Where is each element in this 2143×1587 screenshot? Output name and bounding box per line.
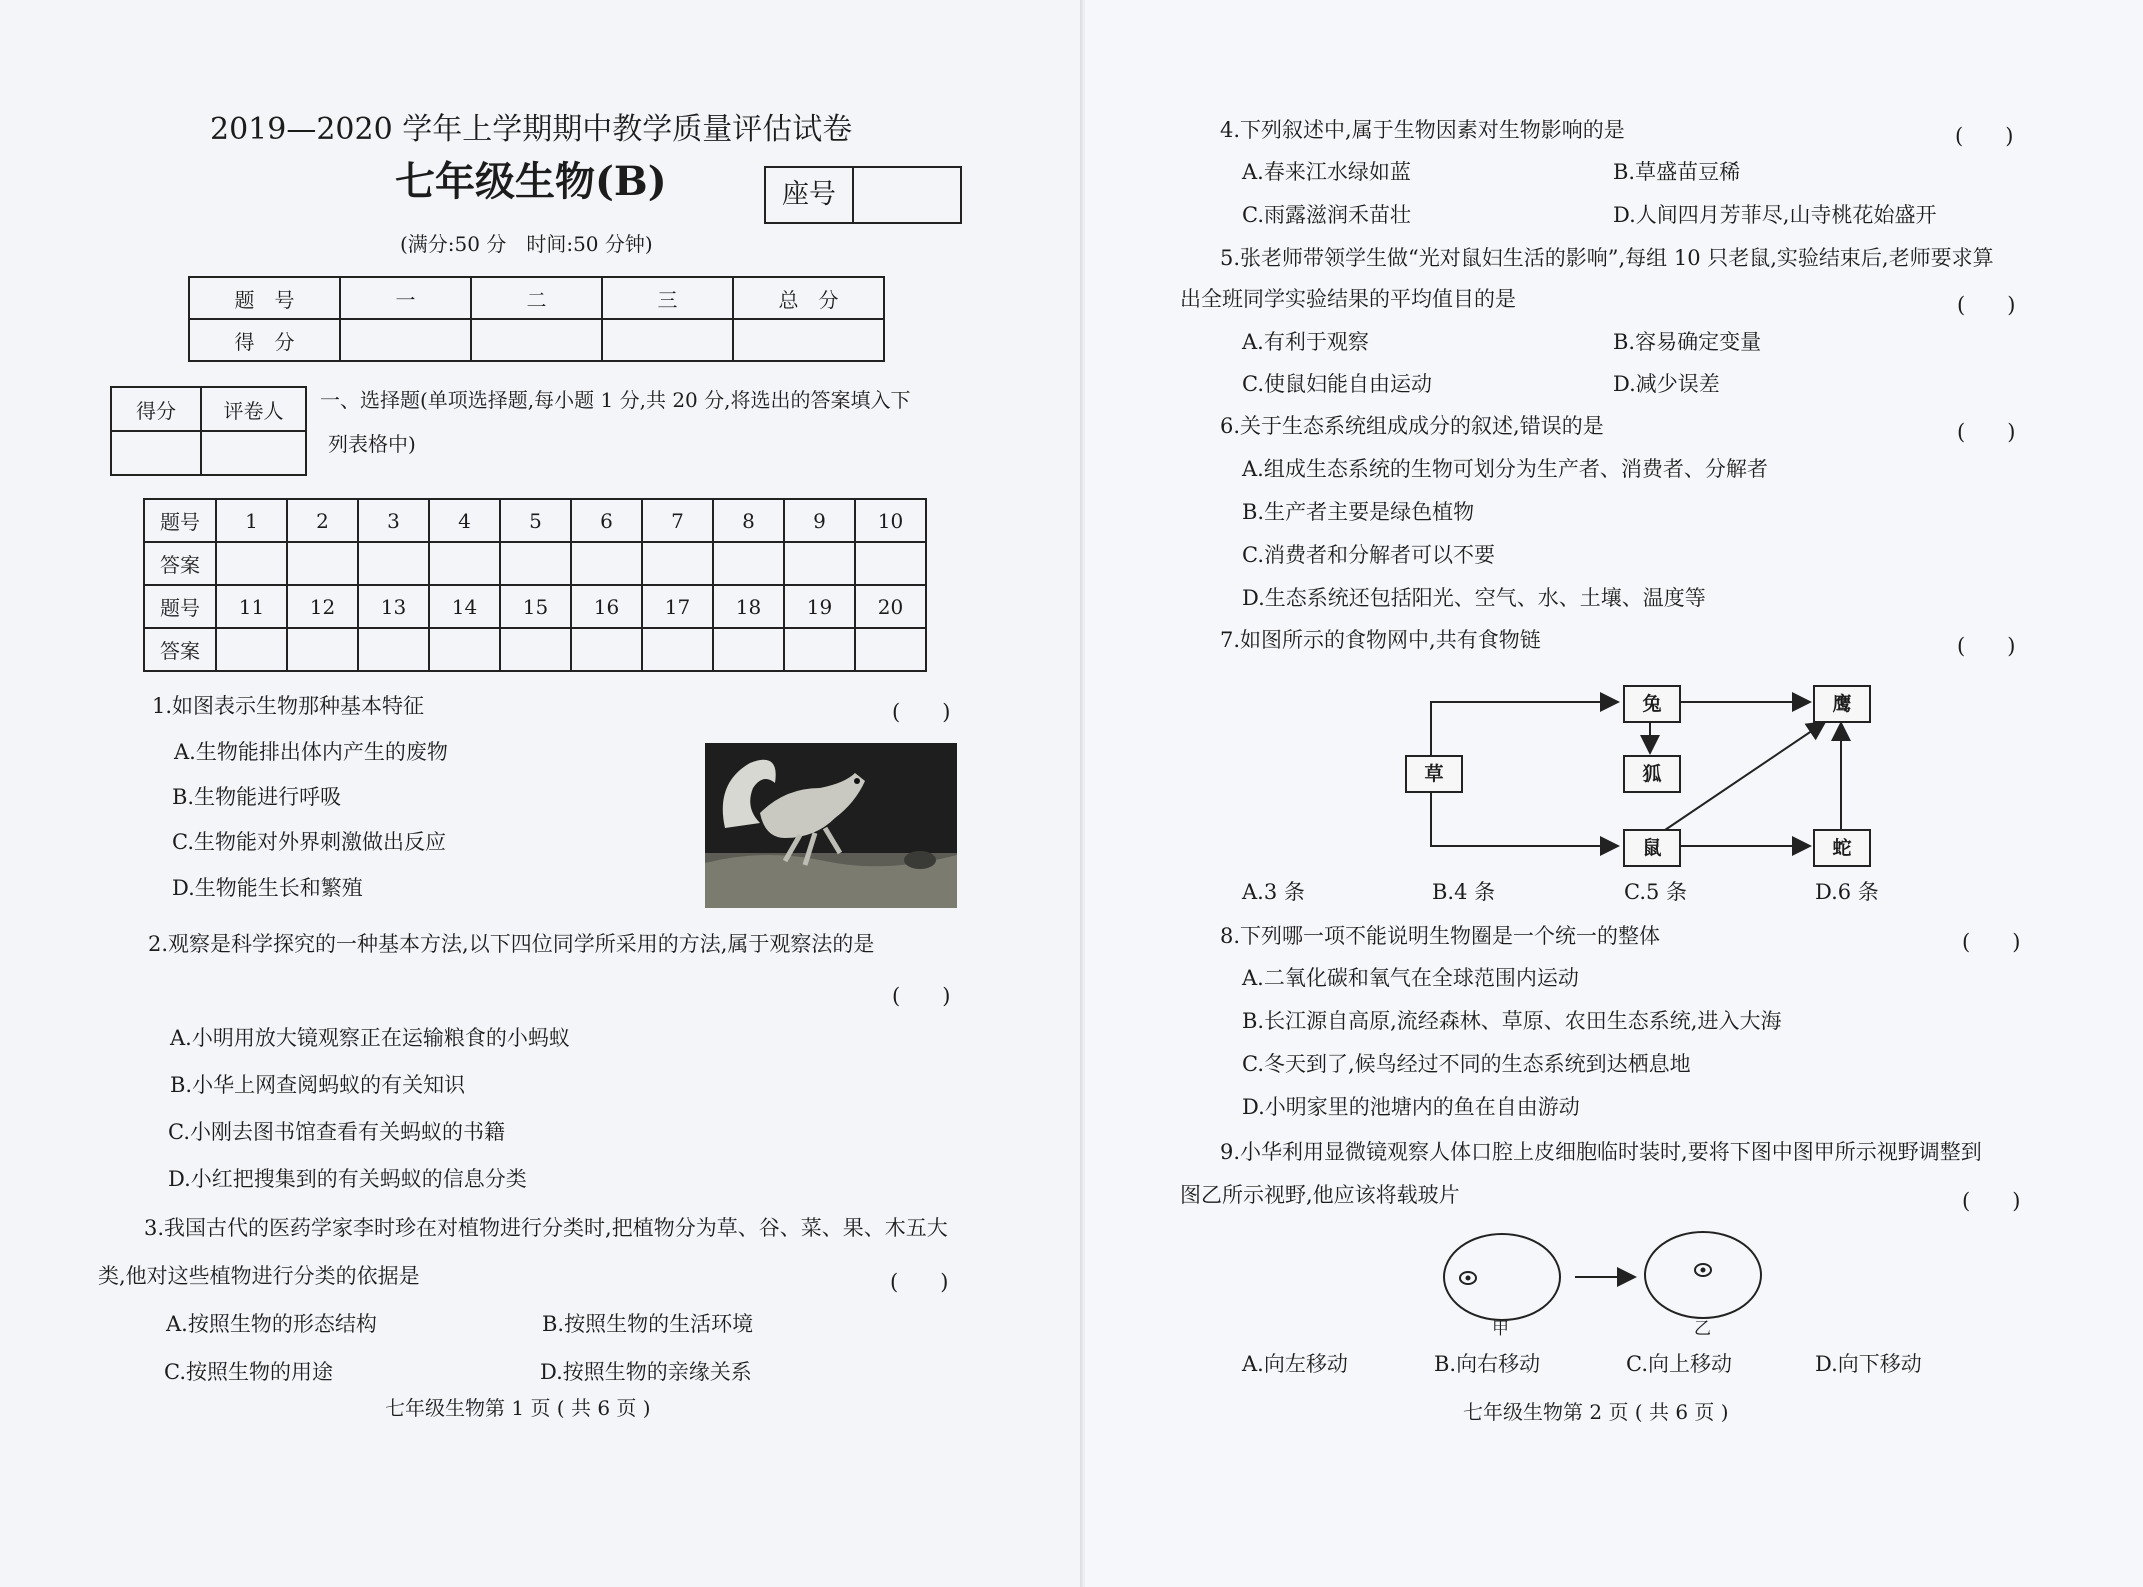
answer-num: 7: [642, 499, 713, 542]
q5-option-b: B.容易确定变量: [1613, 330, 1762, 354]
answer-cell[interactable]: [500, 628, 571, 671]
q9-option-c: C.向上移动: [1626, 1352, 1732, 1376]
score-table: [188, 276, 885, 362]
q7-option-a: A.3 条: [1242, 880, 1305, 904]
q7-stem: 7.如图所示的食物网中,共有食物链: [1220, 628, 1541, 652]
q1-option-c: C.生物能对外界刺激做出反应: [172, 830, 446, 854]
q5-answer-paren[interactable]: ( ): [1957, 293, 2016, 317]
q3-stem-cont: 类,他对这些植物进行分类的依据是: [98, 1264, 420, 1288]
answer-num: 2: [287, 499, 358, 542]
food-web-diagram: [1385, 680, 1905, 870]
answer-label: 答案: [144, 542, 216, 585]
q2-option-c: C.小刚去图书馆查看有关蚂蚁的书籍: [168, 1120, 505, 1144]
q2-answer-paren[interactable]: ( ): [892, 984, 951, 1008]
q7-answer-paren[interactable]: ( ): [1957, 634, 2016, 658]
q4-option-a: A.春来江水绿如蓝: [1242, 160, 1411, 184]
q1-answer-paren[interactable]: ( ): [892, 700, 951, 724]
q5-option-c: C.使鼠妇能自由运动: [1242, 372, 1432, 396]
answer-cell[interactable]: [358, 542, 429, 585]
q4-option-c: C.雨露滋润禾苗壮: [1242, 203, 1411, 227]
q8-option-b: B.长江源自高原,流经森林、草原、农田生态系统,进入大海: [1242, 1009, 1782, 1033]
view-label-yi: 乙: [1694, 1319, 1711, 1339]
food-web-node-snake: 蛇: [1813, 829, 1871, 867]
q7-option-c: C.5 条: [1624, 880, 1688, 904]
q4-option-b: B.草盛苗豆稀: [1613, 160, 1741, 184]
q4-stem: 4.下列叙述中,属于生物因素对生物影响的是: [1220, 118, 1625, 142]
answer-num: 14: [429, 585, 500, 628]
answer-num: 6: [571, 499, 642, 542]
q9-option-b: B.向右移动: [1434, 1352, 1541, 1376]
q5-option-a: A.有利于观察: [1242, 330, 1369, 354]
answer-num-label: 题号: [144, 585, 216, 628]
answer-cell[interactable]: [855, 628, 926, 671]
score-header: 一: [340, 277, 471, 319]
answer-num: 17: [642, 585, 713, 628]
food-web-node-hawk: 鹰: [1813, 685, 1871, 723]
answer-cell[interactable]: [642, 542, 713, 585]
grader-table: [110, 386, 307, 476]
answer-cell[interactable]: [571, 542, 642, 585]
q9-stem: 9.小华利用显微镜观察人体口腔上皮细胞临时装时,要将下图中图甲所示视野调整到: [1220, 1140, 1982, 1164]
answer-cell[interactable]: [571, 628, 642, 671]
answer-num: 8: [713, 499, 784, 542]
page-footer: 七年级生物第 2 页 ( 共 6 页 ): [1463, 1400, 1729, 1424]
q3-answer-paren[interactable]: ( ): [890, 1270, 949, 1294]
q4-option-d: D.人间四月芳菲尽,山寺桃花始盛开: [1613, 203, 1937, 227]
grader-name-label: 评卷人: [201, 387, 306, 431]
answer-cell[interactable]: [429, 542, 500, 585]
answer-num: 3: [358, 499, 429, 542]
q8-option-a: A.二氧化碳和氧气在全球范围内运动: [1242, 966, 1579, 990]
answer-cell[interactable]: [216, 542, 287, 585]
squirrel-photo: [705, 743, 957, 908]
answer-num-label: 题号: [144, 499, 216, 542]
answer-cell[interactable]: [216, 628, 287, 671]
q1-option-d: D.生物能生长和繁殖: [172, 876, 363, 900]
q2-option-a: A.小明用放大镜观察正在运输粮食的小蚂蚁: [170, 1026, 570, 1050]
section1-heading-cont: 列表格中): [328, 432, 416, 456]
answer-num: 20: [855, 585, 926, 628]
seat-number-box: [764, 166, 962, 224]
answer-cell[interactable]: [855, 542, 926, 585]
q9-option-d: D.向下移动: [1815, 1352, 1922, 1376]
q7-option-b: B.4 条: [1432, 880, 1496, 904]
answer-cell[interactable]: [500, 542, 571, 585]
q6-stem: 6.关于生态系统组成成分的叙述,错误的是: [1220, 414, 1604, 438]
q3-stem: 3.我国古代的医药学家李时珍在对植物进行分类时,把植物分为草、谷、菜、果、木五大: [144, 1216, 948, 1240]
answer-num: 12: [287, 585, 358, 628]
answer-cell[interactable]: [642, 628, 713, 671]
q2-option-d: D.小红把搜集到的有关蚂蚁的信息分类: [168, 1167, 527, 1191]
q3-option-a: A.按照生物的形态结构: [166, 1312, 377, 1336]
seat-label: 座号: [766, 168, 854, 222]
score-header: 总 分: [733, 277, 884, 319]
answer-cell[interactable]: [713, 542, 784, 585]
q3-option-d: D.按照生物的亲缘关系: [540, 1360, 752, 1384]
answer-num: 4: [429, 499, 500, 542]
q9-option-a: A.向左移动: [1242, 1352, 1348, 1376]
answer-cell[interactable]: [429, 628, 500, 671]
answer-num: 1: [216, 499, 287, 542]
exam-subject: 七年级生物(B): [395, 158, 667, 205]
answer-num: 9: [784, 499, 855, 542]
score-cell[interactable]: [602, 319, 733, 361]
q5-stem-cont: 出全班同学实验结果的平均值目的是: [1180, 287, 1516, 311]
exam-title: 2019—2020 学年上学期期中教学质量评估试卷: [210, 112, 853, 147]
food-web-node-mouse: 鼠: [1623, 829, 1681, 867]
view-label-jia: 甲: [1492, 1319, 1509, 1339]
q4-answer-paren[interactable]: ( ): [1955, 124, 2014, 148]
score-cell[interactable]: [340, 319, 471, 361]
answer-num: 18: [713, 585, 784, 628]
q6-option-a: A.组成生态系统的生物可划分为生产者、消费者、分解者: [1242, 457, 1768, 481]
answer-num: 11: [216, 585, 287, 628]
score-row-label: 得 分: [189, 319, 340, 361]
answer-num: 19: [784, 585, 855, 628]
answer-cell[interactable]: [713, 628, 784, 671]
q2-option-b: B.小华上网查阅蚂蚁的有关知识: [170, 1073, 466, 1097]
q8-option-c: C.冬天到了,候鸟经过不同的生态系统到达栖息地: [1242, 1052, 1691, 1076]
answer-num: 16: [571, 585, 642, 628]
answer-num: 15: [500, 585, 571, 628]
q2-stem: 2.观察是科学探究的一种基本方法,以下四位同学所采用的方法,属于观察法的是: [148, 932, 875, 956]
q9-stem-cont: 图乙所示视野,他应该将载玻片: [1180, 1183, 1460, 1207]
answer-cell[interactable]: [784, 542, 855, 585]
answer-cell[interactable]: [287, 628, 358, 671]
answer-cell[interactable]: [287, 542, 358, 585]
q6-option-c: C.消费者和分解者可以不要: [1242, 543, 1495, 567]
answer-label: 答案: [144, 628, 216, 671]
q1-stem: 1.如图表示生物那种基本特征: [152, 694, 425, 718]
exam-subtitle: (满分:50 分 时间:50 分钟): [400, 232, 653, 256]
score-header: 题 号: [189, 277, 340, 319]
q5-stem: 5.张老师带领学生做“光对鼠妇生活的影响”,每组 10 只老鼠,实验结束后,老师要求算: [1220, 246, 1994, 270]
score-header: 二: [471, 277, 602, 319]
answer-num: 10: [855, 499, 926, 542]
answer-num: 13: [358, 585, 429, 628]
grader-score-label: 得分: [111, 387, 201, 431]
score-cell[interactable]: [471, 319, 602, 361]
q1-option-b: B.生物能进行呼吸: [172, 785, 342, 809]
q3-option-c: C.按照生物的用途: [164, 1360, 333, 1384]
food-web-node-grass: 草: [1405, 755, 1463, 793]
food-web-node-rabbit: 兔: [1623, 685, 1681, 723]
q8-answer-paren[interactable]: ( ): [1962, 930, 2021, 954]
food-web-node-fox: 狐: [1623, 755, 1681, 793]
answer-table: [143, 498, 927, 672]
q9-answer-paren[interactable]: ( ): [1962, 1189, 2021, 1213]
answer-cell[interactable]: [784, 628, 855, 671]
answer-num: 5: [500, 499, 571, 542]
q6-answer-paren[interactable]: ( ): [1957, 420, 2016, 444]
q6-option-d: D.生态系统还包括阳光、空气、水、土壤、温度等: [1242, 586, 1706, 610]
q3-option-b: B.按照生物的生活环境: [542, 1312, 754, 1336]
exam-page-2: [1085, 0, 2143, 1587]
q5-option-d: D.减少误差: [1613, 372, 1720, 396]
q7-option-d: D.6 条: [1815, 880, 1879, 904]
section1-heading: 一、选择题(单项选择题,每小题 1 分,共 20 分,将选出的答案填入下: [320, 388, 911, 412]
microscope-view-diagram: [1440, 1225, 1820, 1340]
q8-option-d: D.小明家里的池塘内的鱼在自由游动: [1242, 1095, 1580, 1119]
q6-option-b: B.生产者主要是绿色植物: [1242, 500, 1475, 524]
q8-stem: 8.下列哪一项不能说明生物圈是一个统一的整体: [1220, 924, 1661, 948]
grader-name-cell[interactable]: [201, 431, 306, 475]
q1-option-a: A.生物能排出体内产生的废物: [174, 740, 448, 764]
page-footer: 七年级生物第 1 页 ( 共 6 页 ): [385, 1396, 651, 1420]
score-cell[interactable]: [733, 319, 884, 361]
score-header: 三: [602, 277, 733, 319]
grader-score-cell[interactable]: [111, 431, 201, 475]
answer-cell[interactable]: [358, 628, 429, 671]
